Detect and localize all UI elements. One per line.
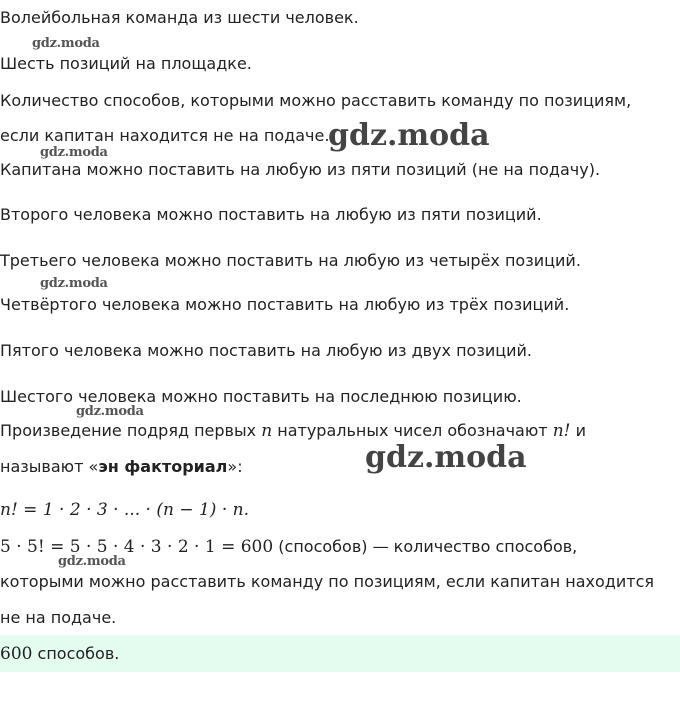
answer-box [0, 635, 680, 672]
text-line: Четвёртого человека можно поставить на любую из трёх позиций. [0, 295, 570, 314]
text-segment: называют « [0, 457, 99, 476]
text-segment: и [575, 421, 586, 440]
text-line: Второго человека можно поставить на любую из пяти позиций. [0, 205, 542, 224]
watermark: gdz.moda [76, 404, 144, 419]
text-line: Волейбольная команда из шести человек. [0, 8, 359, 27]
formula-product: 5 · 5! = 5 · 5 · 4 · 3 · 2 · 1 = 600 [0, 537, 274, 557]
watermark: gdz.moda [40, 276, 108, 291]
text-line: Шесть позиций на площадке. [0, 54, 252, 73]
text-segment: Произведение подряд первых [0, 421, 257, 440]
answer-number: 600 [0, 644, 33, 664]
math-variable: n [261, 421, 273, 441]
answer-unit: способов. [37, 644, 120, 663]
watermark: gdz.moda [40, 145, 108, 160]
text-line: Пятого человека можно поставить на любую из двух позиций. [0, 341, 533, 360]
text-segment: натуральных чисел обозначают [277, 421, 548, 440]
text-line: если капитан находится не на подаче. [0, 126, 330, 145]
watermark: gdz.moda [365, 440, 527, 475]
math-factorial: n! [552, 421, 571, 441]
text-segment: (способов) — количество способов, [278, 537, 578, 556]
text-segment: »: [227, 457, 243, 476]
bold-term: эн факториал [98, 457, 228, 476]
text-line: Шестого человека можно поставить на последнюю позицию. [0, 387, 522, 406]
watermark: gdz.moda [32, 36, 100, 51]
answer-text [0, 644, 119, 664]
watermark: gdz.moda [58, 554, 126, 569]
watermark: gdz.moda [328, 118, 490, 153]
text-line-factorial-name [0, 457, 243, 477]
text-line: которыми можно расставить команду по позициям, если капитан находится [0, 572, 654, 591]
text-line: Третьего человека можно поставить на любую из четырёх позиций. [0, 251, 581, 270]
text-line: не на подаче. [0, 608, 117, 627]
text-line: Капитана можно поставить на любую из пяти позиций (не на подачу). [0, 160, 601, 179]
text-line-factorial-intro [0, 421, 586, 441]
formula-factorial: n! = 1 · 2 · 3 · ... · (n − 1) · n. [0, 500, 249, 520]
text-line: Количество способов, которыми можно расставить команду по позициям, [0, 91, 632, 110]
